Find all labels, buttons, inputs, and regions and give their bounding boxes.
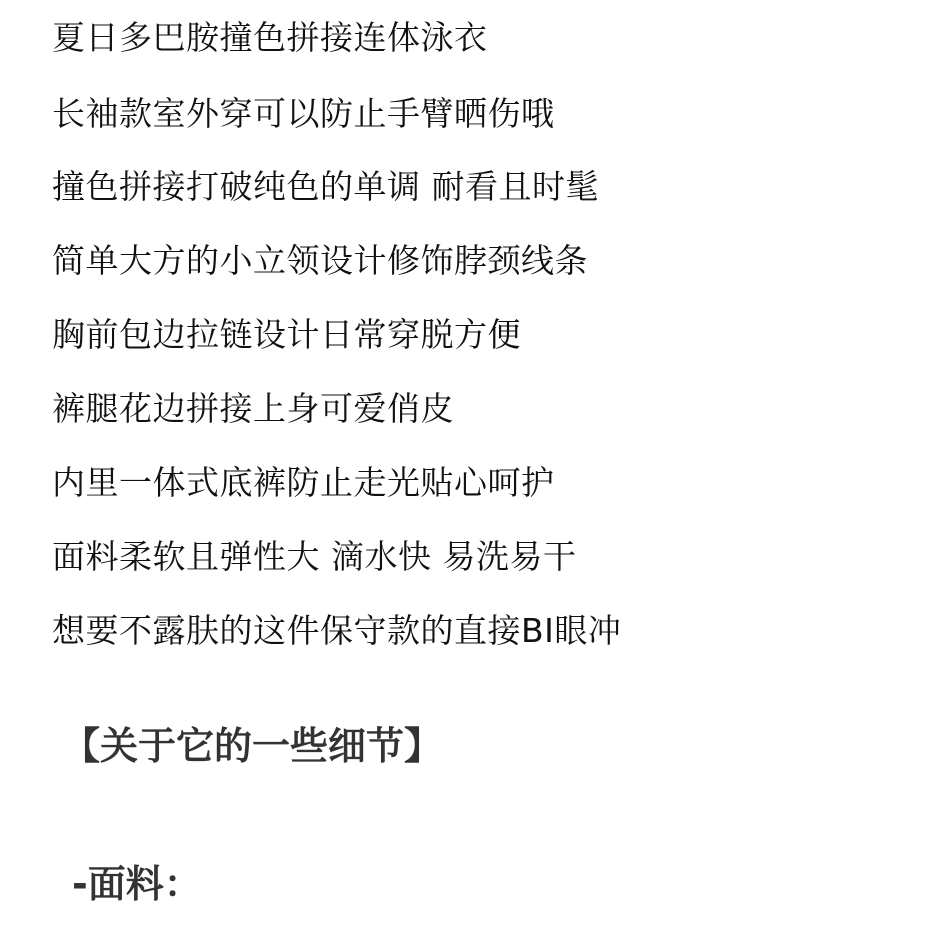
fabric-subheading: -面料： [72, 862, 202, 906]
description-line-1: 夏日多巴胺撞色拼接连体泳衣 [52, 18, 488, 57]
description-line-5: 胸前包边拉链设计日常穿脱方便 [52, 315, 521, 354]
details-section-heading: 【关于它的一些细节】 [62, 724, 443, 768]
description-line-3: 撞色拼接打破纯色的单调 耐看且时髦 [52, 167, 599, 206]
description-line-9: 想要不露肤的这件保守款的直接BI眼冲 [52, 611, 622, 650]
description-line-7: 内里一体式底裤防止走光贴心呵护 [52, 463, 555, 502]
description-line-8: 面料柔软且弹性大 滴水快 易洗易干 [52, 537, 577, 576]
description-line-2: 长袖款室外穿可以防止手臂晒伤哦 [52, 94, 555, 133]
description-line-6: 裤腿花边拼接上身可爱俏皮 [52, 389, 454, 428]
description-line-4: 简单大方的小立领设计修饰脖颈线条 [52, 241, 588, 280]
